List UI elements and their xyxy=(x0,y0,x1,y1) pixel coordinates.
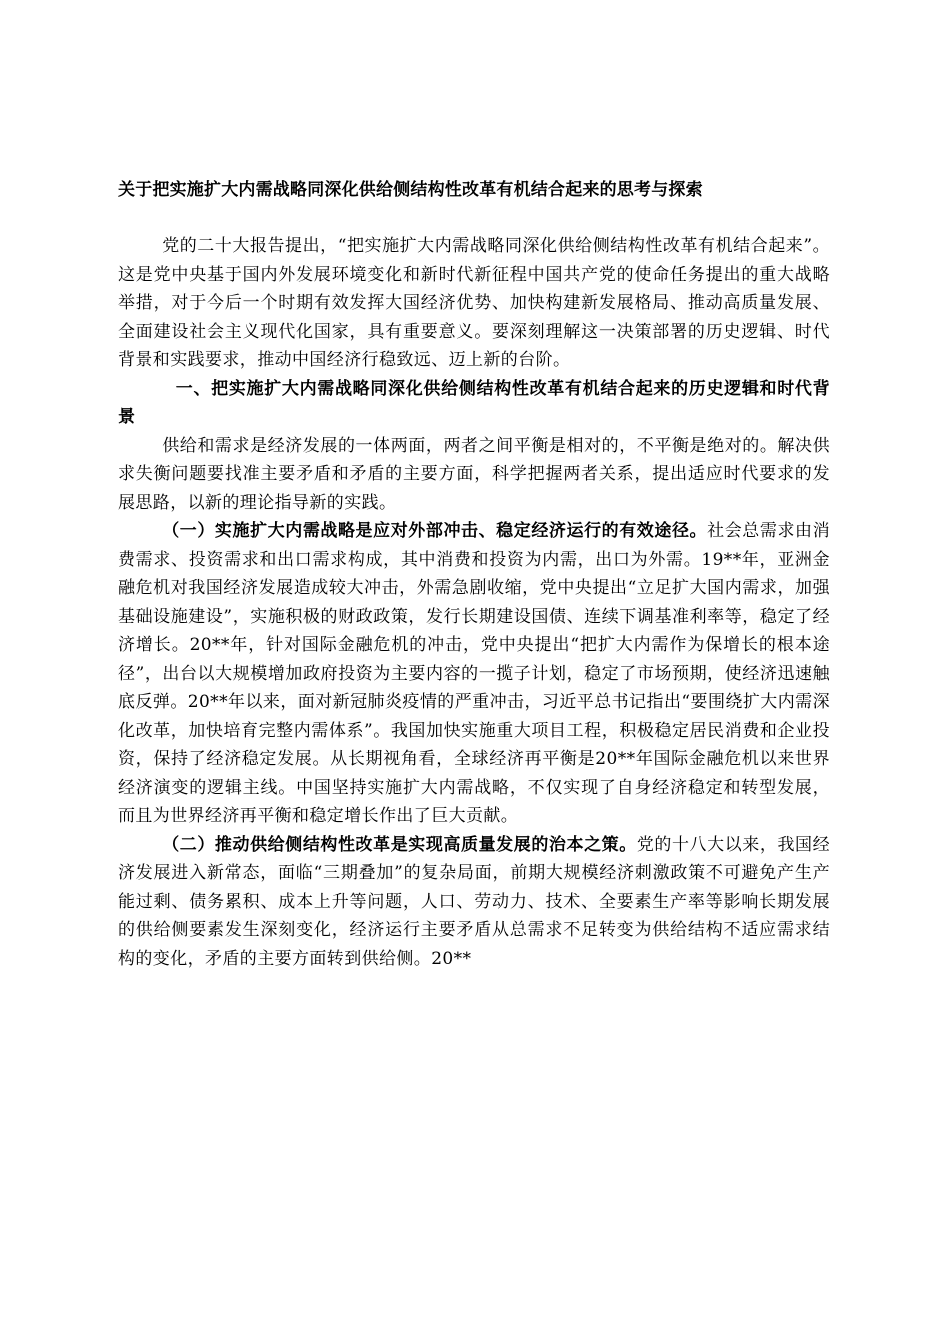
section-heading-1: 一、把实施扩大内需战略同深化供给侧结构性改革有机结合起来的历史逻辑和时代背景 xyxy=(118,378,830,427)
subsection-2-paragraph xyxy=(118,831,830,974)
section-1-paragraph: 供给和需求是经济发展的一体两面，两者之间平衡是相对的，不平衡是绝对的。解决供求失衡问题要找准主要矛盾和矛盾的主要方面，科学把握两者关系，提出适应时代要求的发展思路，以新的理论指导新的实践。 xyxy=(118,435,830,513)
subsection-1-paragraph xyxy=(118,517,830,831)
subsection-1-body: 社会总需求由消费需求、投资需求和出口需求构成，其中消费和投资为内需，出口为外需。19**年，亚洲金融危机对我国经济发展造成较大冲击，外需急剧收缩，党中央提出“立足扩大国内需求，加强基础设施建设”，实施积极的财政政策，发行长期建设国债、连续下调基准利率等，稳定了经济增长。20**年，针对国际金融危机的冲击，党中央提出“把扩大内需作为保增长的根本途径”，出台以大规模增加政府投资为主要内容的一揽子计划，稳定了市场预期，使经济迅速触底反弹。20**年以来，面对新冠肺炎疫情的严重冲击，习近平总书记指出“要围绕扩大内需深化改革，加快培育完整内需体系”。我国加快实施重大项目工程，积极稳定居民消费和企业投资，保持了经济稳定发展。从长期视角看，全球经济再平衡是20**年国际金融危机以来世界经济演变的逻辑主线。中国坚持实施扩大内需战略，不仅实现了自身经济稳定和转型发展，而且为世界经济再平衡和稳定增长作出了巨大贡献。 xyxy=(118,521,830,826)
document-title: 关于把实施扩大内需战略同深化供给侧结构性改革有机结合起来的思考与探索 xyxy=(118,180,703,200)
subsection-2-heading: （二）推动供给侧结构性改革是实现高质量发展的治本之策。 xyxy=(162,834,637,855)
subsection-2-body: 党的十八大以来，我国经济发展进入新常态，面临“三期叠加”的复杂局面，前期大规模经济刺激政策不可避免产生产能过剩、债务累积、成本上升等问题，人口、劳动力、技术、全要素生产率等影响长期发展的供给侧要素发生深刻变化，经济运行主要矛盾从总需求不足转变为供给结构不适应需求结构的变化，矛盾的主要方面转到供给侧。20** xyxy=(118,834,830,969)
document-body xyxy=(118,176,830,973)
subsection-1-heading: （一）实施扩大内需战略是应对外部冲击、稳定经济运行的有效途径。 xyxy=(162,521,708,541)
intro-paragraph: 党的二十大报告提出，“把实施扩大内需战略同深化供给侧结构性改革有机结合起来”。这是党中央基于国内外发展环境变化和新时代新征程中国共产党的使命任务提出的重大战略举措，对于今后一个时期有效发挥大国经济优势、加快构建新发展格局、推动高质量发展、全面建设社会主义现代化国家，具有重要意义。要深刻理解这一决策部署的历史逻辑、时代背景和实践要求，推动中国经济行稳致远、迈上新的台阶。 xyxy=(118,236,830,370)
